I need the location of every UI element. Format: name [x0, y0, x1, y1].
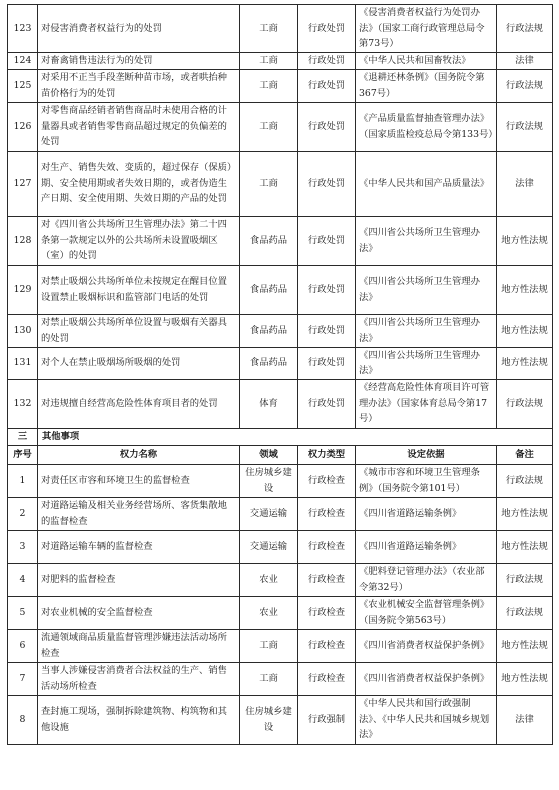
- power-type: 行政检查: [298, 629, 356, 662]
- legal-basis: 《中华人民共和国畜牧法》: [356, 52, 497, 69]
- table-row: [8, 216, 553, 265]
- field-cell: 工商: [240, 52, 298, 69]
- header-name: 权力名称: [38, 445, 240, 464]
- row-number: 7: [8, 662, 38, 695]
- power-name: 对责任区市容和环境卫生的监督检查: [38, 464, 240, 497]
- power-type: 行政处罚: [298, 314, 356, 347]
- row-number: 2: [8, 497, 38, 530]
- legal-basis: 《产品质量监督抽查管理办法》（国家质监检疫总局令第133号）: [356, 102, 497, 151]
- section-number: 三: [8, 428, 38, 445]
- row-number: 130: [8, 314, 38, 347]
- legal-basis: 《四川省公共场所卫生管理办法》: [356, 216, 497, 265]
- legal-basis: 《四川省公共场所卫生管理办法》: [356, 347, 497, 379]
- note-cell: 地方性法规: [497, 497, 553, 530]
- power-type: 行政强制: [298, 695, 356, 744]
- note-cell: 行政法规: [497, 5, 553, 53]
- power-name: 流通领域商品质量监督管理涉嫌违法活动场所检查: [38, 629, 240, 662]
- note-cell: 地方性法规: [497, 265, 553, 314]
- power-name: 对个人在禁止吸烟场所吸烟的处罚: [38, 347, 240, 379]
- field-cell: 交通运输: [240, 530, 298, 563]
- legal-basis: 《四川省道路运输条例》: [356, 530, 497, 563]
- row-number: 5: [8, 596, 38, 629]
- note-cell: 法律: [497, 52, 553, 69]
- note-cell: 法律: [497, 151, 553, 216]
- power-name: 对道路运输及相关业务经营场所、客货集散地的监督检查: [38, 497, 240, 530]
- row-number: 8: [8, 695, 38, 744]
- legal-basis: 《退耕还林条例》（国务院令第367号）: [356, 69, 497, 102]
- row-number: 132: [8, 379, 38, 428]
- legal-basis: 《四川省消费者权益保护条例》: [356, 629, 497, 662]
- table-row: [8, 662, 553, 695]
- row-number: 3: [8, 530, 38, 563]
- row-number: 131: [8, 347, 38, 379]
- table-row: [8, 530, 553, 563]
- legal-basis: 《中华人民共和国行政强制法》、《中华人民共和国城乡规划法》: [356, 695, 497, 744]
- field-cell: 体育: [240, 379, 298, 428]
- section-body: [8, 428, 553, 464]
- table-row: [8, 5, 553, 53]
- row-number: 124: [8, 52, 38, 69]
- power-type: 行政处罚: [298, 102, 356, 151]
- field-cell: 农业: [240, 596, 298, 629]
- power-name: 对道路运输车辆的监督检查: [38, 530, 240, 563]
- field-cell: 食品药品: [240, 314, 298, 347]
- legal-basis: 《城市市容和环境卫生管理条例》（国务院令第101号）: [356, 464, 497, 497]
- power-type: 行政检查: [298, 464, 356, 497]
- table-row: [8, 347, 553, 379]
- power-name: 当事人涉嫌侵害消费者合法权益的生产、销售活动场所检查: [38, 662, 240, 695]
- legal-basis: 《经营高危险性体育项目许可管理办法》（国家体育总局令第17号）: [356, 379, 497, 428]
- power-name: 对畜禽销售违法行为的处罚: [38, 52, 240, 69]
- legal-basis: 《四川省公共场所卫生管理办法》: [356, 314, 497, 347]
- power-type: 行政处罚: [298, 69, 356, 102]
- power-type: 行政检查: [298, 662, 356, 695]
- legal-basis: 《中华人民共和国产品质量法》: [356, 151, 497, 216]
- power-name: 对农业机械的安全监督检查: [38, 596, 240, 629]
- section-title: 其他事项: [38, 428, 553, 445]
- table-row: [8, 629, 553, 662]
- header-basis: 设定依据: [356, 445, 497, 464]
- power-name: 对禁止吸烟公共场所单位设置与吸烟有关器具的处罚: [38, 314, 240, 347]
- part2-body: [8, 464, 553, 744]
- power-type: 行政处罚: [298, 52, 356, 69]
- field-cell: 住房城乡建设: [240, 695, 298, 744]
- row-number: 126: [8, 102, 38, 151]
- row-number: 123: [8, 5, 38, 53]
- legal-basis: 《四川省消费者权益保护条例》: [356, 662, 497, 695]
- row-number: 129: [8, 265, 38, 314]
- note-cell: 地方性法规: [497, 629, 553, 662]
- table-row: [8, 379, 553, 428]
- table-row: [8, 265, 553, 314]
- table-row: [8, 695, 553, 744]
- field-cell: 工商: [240, 102, 298, 151]
- section-row: [8, 428, 553, 445]
- note-cell: 法律: [497, 695, 553, 744]
- header-row: [8, 445, 553, 464]
- note-cell: 行政法规: [497, 464, 553, 497]
- note-cell: 地方性法规: [497, 530, 553, 563]
- row-number: 125: [8, 69, 38, 102]
- table-row: [8, 497, 553, 530]
- power-type: 行政处罚: [298, 265, 356, 314]
- power-type: 行政检查: [298, 497, 356, 530]
- powers-table: [7, 4, 553, 745]
- power-name: 对违规擅自经营高危险性体育项目者的处罚: [38, 379, 240, 428]
- table-row: [8, 464, 553, 497]
- table-row: [8, 563, 553, 596]
- header-note: 备注: [497, 445, 553, 464]
- field-cell: 工商: [240, 662, 298, 695]
- field-cell: 住房城乡建设: [240, 464, 298, 497]
- field-cell: 农业: [240, 563, 298, 596]
- power-name: 对零售商品经销者销售商品时未使用合格的计量器具或者销售零售商品超过规定的负偏差的处罚: [38, 102, 240, 151]
- field-cell: 工商: [240, 629, 298, 662]
- power-name: 查封施工现场，强制拆除建筑物、构筑物和其他设施: [38, 695, 240, 744]
- note-cell: 地方性法规: [497, 314, 553, 347]
- power-name: 对肥料的监督检查: [38, 563, 240, 596]
- power-type: 行政检查: [298, 596, 356, 629]
- note-cell: 地方性法规: [497, 662, 553, 695]
- table-row: [8, 69, 553, 102]
- power-type: 行政处罚: [298, 216, 356, 265]
- header-field: 领域: [240, 445, 298, 464]
- note-cell: 行政法规: [497, 596, 553, 629]
- part1-body: [8, 5, 553, 429]
- table-row: [8, 52, 553, 69]
- document-page: [7, 4, 552, 745]
- field-cell: 食品药品: [240, 347, 298, 379]
- power-type: 行政处罚: [298, 347, 356, 379]
- header-no: 序号: [8, 445, 38, 464]
- power-type: 行政检查: [298, 563, 356, 596]
- note-cell: 行政法规: [497, 102, 553, 151]
- note-cell: 行政法规: [497, 563, 553, 596]
- row-number: 128: [8, 216, 38, 265]
- field-cell: 工商: [240, 69, 298, 102]
- power-type: 行政处罚: [298, 151, 356, 216]
- note-cell: 行政法规: [497, 69, 553, 102]
- power-name: 对《四川省公共场所卫生管理办法》第二十四条第一款规定以外的公共场所未设置吸烟区（室）的处罚: [38, 216, 240, 265]
- row-number: 127: [8, 151, 38, 216]
- power-name: 对生产、销售失效、变质的，超过保存（保质）期、安全使用期或者失效日期的，或者伪造生产日期、安全使用期、失效日期的产品的处罚: [38, 151, 240, 216]
- legal-basis: 《农业机械安全监督管理条例》（国务院令第563号）: [356, 596, 497, 629]
- power-name: 对侵害消费者权益行为的处罚: [38, 5, 240, 53]
- field-cell: 工商: [240, 5, 298, 53]
- legal-basis: 《肥料登记管理办法》（农业部令第32号）: [356, 563, 497, 596]
- row-number: 1: [8, 464, 38, 497]
- legal-basis: 《四川省道路运输条例》: [356, 497, 497, 530]
- row-number: 6: [8, 629, 38, 662]
- note-cell: 地方性法规: [497, 216, 553, 265]
- table-row: [8, 102, 553, 151]
- power-type: 行政处罚: [298, 379, 356, 428]
- table-row: [8, 151, 553, 216]
- power-name: 对禁止吸烟公共场所单位未按规定在醒目位置设置禁止吸烟标识和监管部门电话的处罚: [38, 265, 240, 314]
- field-cell: 食品药品: [240, 265, 298, 314]
- table-row: [8, 596, 553, 629]
- field-cell: 工商: [240, 151, 298, 216]
- legal-basis: 《侵害消费者权益行为处罚办法》（国家工商行政管理总局令第73号）: [356, 5, 497, 53]
- table-row: [8, 314, 553, 347]
- legal-basis: 《四川省公共场所卫生管理办法》: [356, 265, 497, 314]
- power-type: 行政检查: [298, 530, 356, 563]
- header-type: 权力类型: [298, 445, 356, 464]
- power-type: 行政处罚: [298, 5, 356, 53]
- field-cell: 交通运输: [240, 497, 298, 530]
- note-cell: 地方性法规: [497, 347, 553, 379]
- power-name: 对采用不正当手段垄断种苗市场，或者哄抬种苗价格行为的处罚: [38, 69, 240, 102]
- field-cell: 食品药品: [240, 216, 298, 265]
- note-cell: 行政法规: [497, 379, 553, 428]
- row-number: 4: [8, 563, 38, 596]
